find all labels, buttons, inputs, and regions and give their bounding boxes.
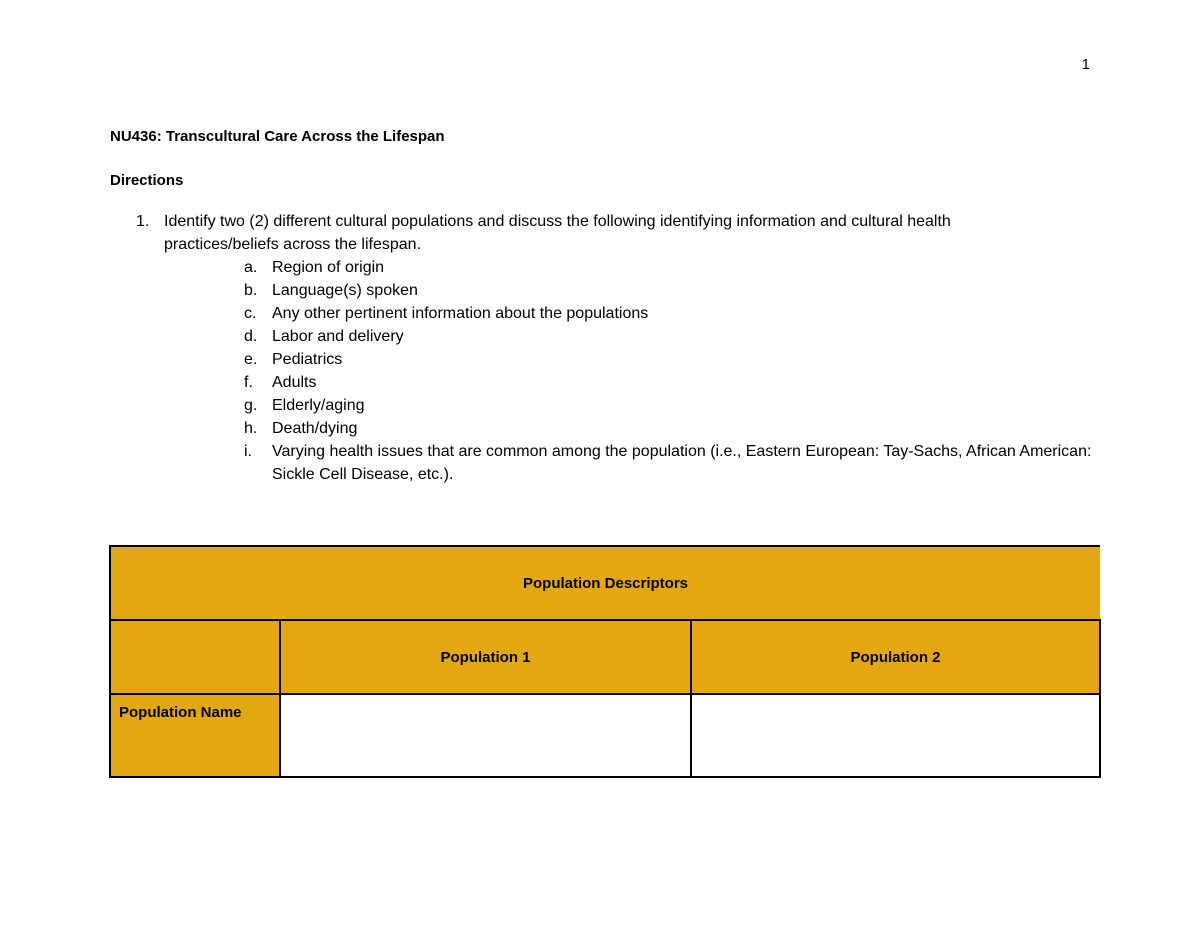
directions-heading: Directions (110, 172, 184, 189)
page-number: 1 (1081, 56, 1090, 73)
sub-list (244, 256, 1096, 486)
list-item-text: Pediatrics (272, 351, 343, 368)
list-item-text: Varying health issues that are common among the population (i.e., Eastern European: Tay-Sachs, African American: Sickle Cell Disease, etc.). (272, 443, 1092, 483)
row-label-population-name: Population Name (110, 694, 280, 777)
table-caption-row (110, 546, 1100, 620)
instruction-number: 1. (136, 213, 150, 230)
list-item (244, 348, 1096, 371)
table-row (110, 694, 1100, 777)
list-item (244, 256, 1096, 279)
table-header-population-1: Population 1 (280, 620, 691, 694)
list-item-text: Language(s) spoken (272, 282, 418, 299)
list-item-text: Region of origin (272, 259, 385, 276)
list-item-letter: d. (244, 328, 258, 345)
list-item (244, 325, 1096, 348)
list-item (244, 302, 1096, 325)
population-1-name-cell[interactable] (280, 694, 691, 777)
list-item (244, 440, 1096, 486)
list-item-text: Elderly/aging (272, 397, 365, 414)
instruction-text (164, 210, 1096, 256)
list-item-text: Labor and delivery (272, 328, 404, 345)
list-item-text: Adults (272, 374, 317, 391)
instruction-text-line1: Identify two (2) different cultural populations and discuss the following identifying information and cultural health (164, 213, 951, 230)
table-header-population-2: Population 2 (691, 620, 1100, 694)
list-item-letter: h. (244, 420, 258, 437)
list-item (244, 417, 1096, 440)
course-title: NU436: Transcultural Care Across the Lifespan (110, 128, 445, 145)
list-item (244, 371, 1096, 394)
list-item-letter: g. (244, 397, 258, 414)
list-item (244, 394, 1096, 417)
list-item-letter: b. (244, 282, 258, 299)
instruction-text-line2: practices/beliefs across the lifespan. (164, 236, 422, 253)
list-item-letter: a. (244, 259, 258, 276)
table-header-row (110, 620, 1100, 694)
list-item-text: Any other pertinent information about the populations (272, 305, 649, 322)
table-caption: Population Descriptors (110, 546, 1100, 620)
list-item-letter: f. (244, 374, 253, 391)
list-item-letter: c. (244, 305, 257, 322)
population-2-name-cell[interactable] (691, 694, 1100, 777)
instruction-item (136, 210, 1096, 486)
population-descriptors-table (109, 545, 1101, 778)
list-item-letter: e. (244, 351, 258, 368)
list-item-text: Death/dying (272, 420, 358, 437)
list-item-letter: i. (244, 443, 252, 460)
table-header-cell-empty (110, 620, 280, 694)
list-item (244, 279, 1096, 302)
